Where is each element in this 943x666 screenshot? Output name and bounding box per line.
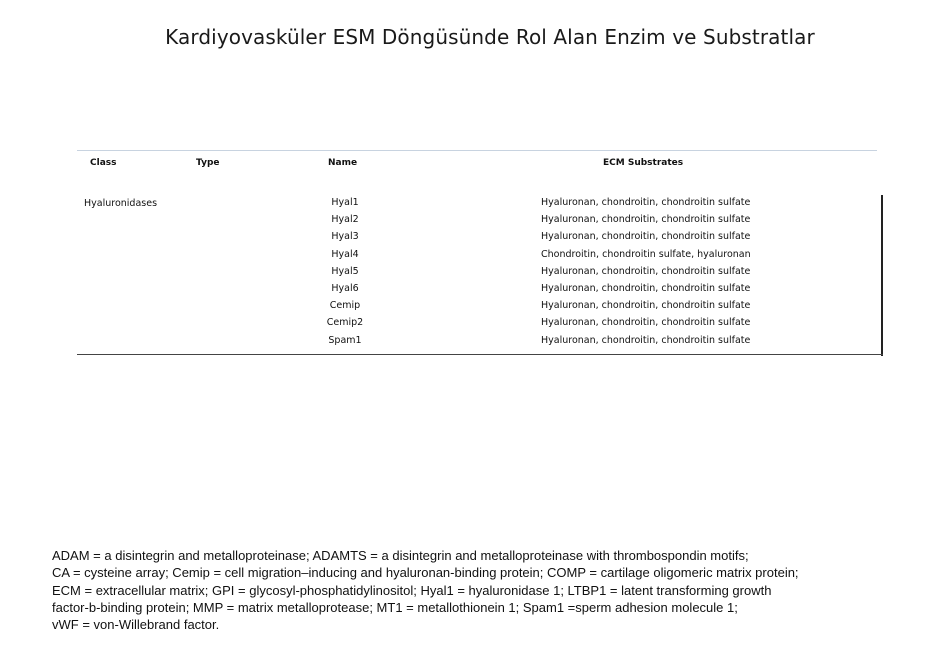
footnote-line: vWF = von-Willebrand factor. xyxy=(52,617,220,633)
table-row xyxy=(77,317,877,334)
table-row xyxy=(77,335,877,352)
ecm-substrate: Hyaluronan, chondroitin, chondroitin sulfate xyxy=(541,265,751,277)
table-bottom-rule xyxy=(77,354,883,355)
table-right-rule xyxy=(881,195,883,356)
footnote-line: factor-b-binding protein; MMP = matrix metalloprotease; MT1 = metallothionein 1; Spam1 =sperm adhesion molecule 1; xyxy=(52,599,738,615)
enzyme-name: Spam1 xyxy=(328,334,362,346)
enzyme-name: Hyal4 xyxy=(331,248,359,260)
table-body xyxy=(77,197,877,352)
footnote-line: ECM = extracellular matrix; GPI = glycosyl-phosphatidylinositol; Hyal1 = hyaluronidase 1; LTBP1 = latent transforming growth xyxy=(52,582,772,598)
enzyme-name: Hyal2 xyxy=(331,214,359,226)
header-class: Class xyxy=(90,158,117,168)
header-ecm-substrates: ECM Substrates xyxy=(603,158,684,168)
enzyme-name: Hyal5 xyxy=(331,265,359,277)
table-row xyxy=(77,249,877,266)
ecm-substrate: Hyaluronan, chondroitin, chondroitin sulfate xyxy=(541,300,751,312)
enzyme-name: Hyal1 xyxy=(331,197,359,208)
enzyme-name: Cemip xyxy=(329,300,361,312)
ecm-substrate: Hyaluronan, chondroitin, chondroitin sulfate xyxy=(541,197,751,208)
table-row xyxy=(77,214,877,231)
header-name: Name xyxy=(328,158,358,168)
table-top-rule xyxy=(77,150,877,151)
ecm-substrate: Hyaluronan, chondroitin, chondroitin sulfate xyxy=(541,231,751,243)
class-cell: Hyaluronidases xyxy=(84,198,158,209)
footnote-line: ADAM = a disintegrin and metalloproteinase; ADAMTS = a disintegrin and metalloproteinase with thrombospondin motifs; xyxy=(52,548,749,563)
header-type: Type xyxy=(196,158,220,168)
ecm-substrate: Hyaluronan, chondroitin, chondroitin sulfate xyxy=(541,214,751,226)
table-row xyxy=(77,231,877,248)
ecm-substrate: Chondroitin, chondroitin sulfate, hyaluronan xyxy=(541,248,751,260)
enzyme-name: Hyal3 xyxy=(331,231,359,243)
slide-title: Kardiyovasküler ESM Döngüsünde Rol Alan Enzim ve Substratlar xyxy=(165,25,815,49)
enzyme-table xyxy=(77,150,883,356)
table-row xyxy=(77,283,877,300)
ecm-substrate: Hyaluronan, chondroitin, chondroitin sulfate xyxy=(541,317,751,329)
table-row xyxy=(77,300,877,317)
ecm-substrate: Hyaluronan, chondroitin, chondroitin sulfate xyxy=(541,334,751,346)
table-row xyxy=(77,266,877,283)
enzyme-name: Hyal6 xyxy=(331,282,359,294)
footnote-line: CA = cysteine array; Cemip = cell migration–inducing and hyaluronan-binding protein; COMP = cartilage oligomeric matrix protein; xyxy=(52,565,799,581)
table-row xyxy=(77,197,877,214)
ecm-substrate: Hyaluronan, chondroitin, chondroitin sulfate xyxy=(541,282,751,294)
abbreviations-footnote xyxy=(52,547,932,633)
enzyme-name: Cemip2 xyxy=(326,317,364,329)
